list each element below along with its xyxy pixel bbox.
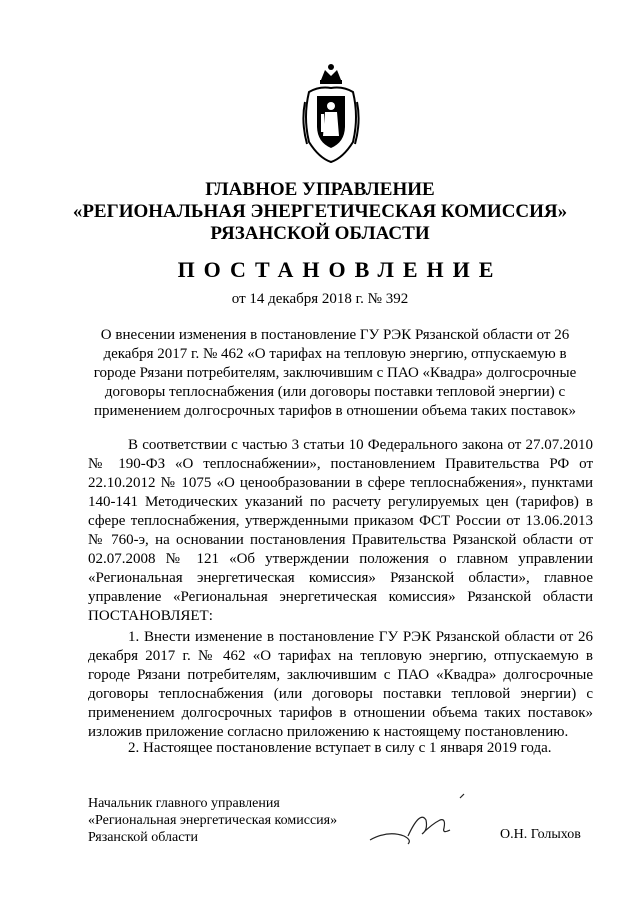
document-type-title: ПОСТАНОВЛЕНИЕ <box>177 257 503 282</box>
agency-name-line-1: ГЛАВНОЕ УПРАВЛЕНИЕ <box>205 179 435 200</box>
handwritten-signature-icon <box>368 790 478 850</box>
clause-2-paragraph: 2. Настоящее постановление вступает в силу с 1 января 2019 года. <box>128 740 552 756</box>
document-date: от 14 декабря 2018 г. № 392 <box>231 291 409 307</box>
document-subject: О внесении изменения в постановление ГУ РЭК Рязанской области от 26 декабря 2017 г. № 462 «О тарифах на тепловую энергию, отпускаемую в городе Рязани потребителям, заключившим с ПАО «Квадра» долгосрочные договоры теплоснабжения (или договоры поставки тепловой энергии) с применением долгосрочных тарифов в отношении объема таких поставок» <box>93 327 577 419</box>
clause-1-paragraph: 1. Внести изменение в постановление ГУ РЭК Рязанской области от 26 декабря 2017 г. № 462 «О тарифах на тепловую энергию, отпускаемую в городе Рязани потребителям, заключившим с ПАО «Квадра» долгосрочные договоры теплоснабжения (или договоры поставки тепловой энергии) с применением долгосрочных тарифов в отношении объема таких поставок» изложив приложение согласно приложению к настоящему постановлению. <box>88 629 593 740</box>
preamble-paragraph: В соответствии с частью 3 статьи 10 Федерального закона от 27.07.2010 № 190-ФЗ «О теплоснабжении», постановлением Правительства РФ от 22.10.2012 № 1075 «О ценообразовании в сфере теплоснабжения», пунктами 140-141 Методических указаний по расчету регулируемых цен (тарифов) в сфере теплоснабжения, утвержденными приказом ФСТ России от 13.06.2013 № 760-э, на основании постановления Правительства Рязанской области от 02.07.2008 № 121 «Об утверждении положения о главном управлении «Региональная энергетическая комиссия» Рязанской области», главное управление «Региональная энергетическая комиссия» Рязанской области ПОСТАНОВЛЯЕТ: <box>88 437 593 624</box>
agency-name-line-3: РЯЗАНСКОЙ ОБЛАСТИ <box>210 223 430 244</box>
ryazan-coat-of-arms-icon <box>299 62 363 166</box>
signatory-name: О.Н. Голыхов <box>500 827 581 842</box>
signatory-position-line-3: Рязанской области <box>88 830 199 845</box>
signatory-position-line-1: Начальник главного управления <box>88 796 280 811</box>
signatory-position-line-2: «Региональная энергетическая комиссия» <box>88 813 338 828</box>
agency-name-line-2: «РЕГИОНАЛЬНАЯ ЭНЕРГЕТИЧЕСКАЯ КОМИССИЯ» <box>72 201 568 222</box>
signatory-position <box>88 795 337 846</box>
